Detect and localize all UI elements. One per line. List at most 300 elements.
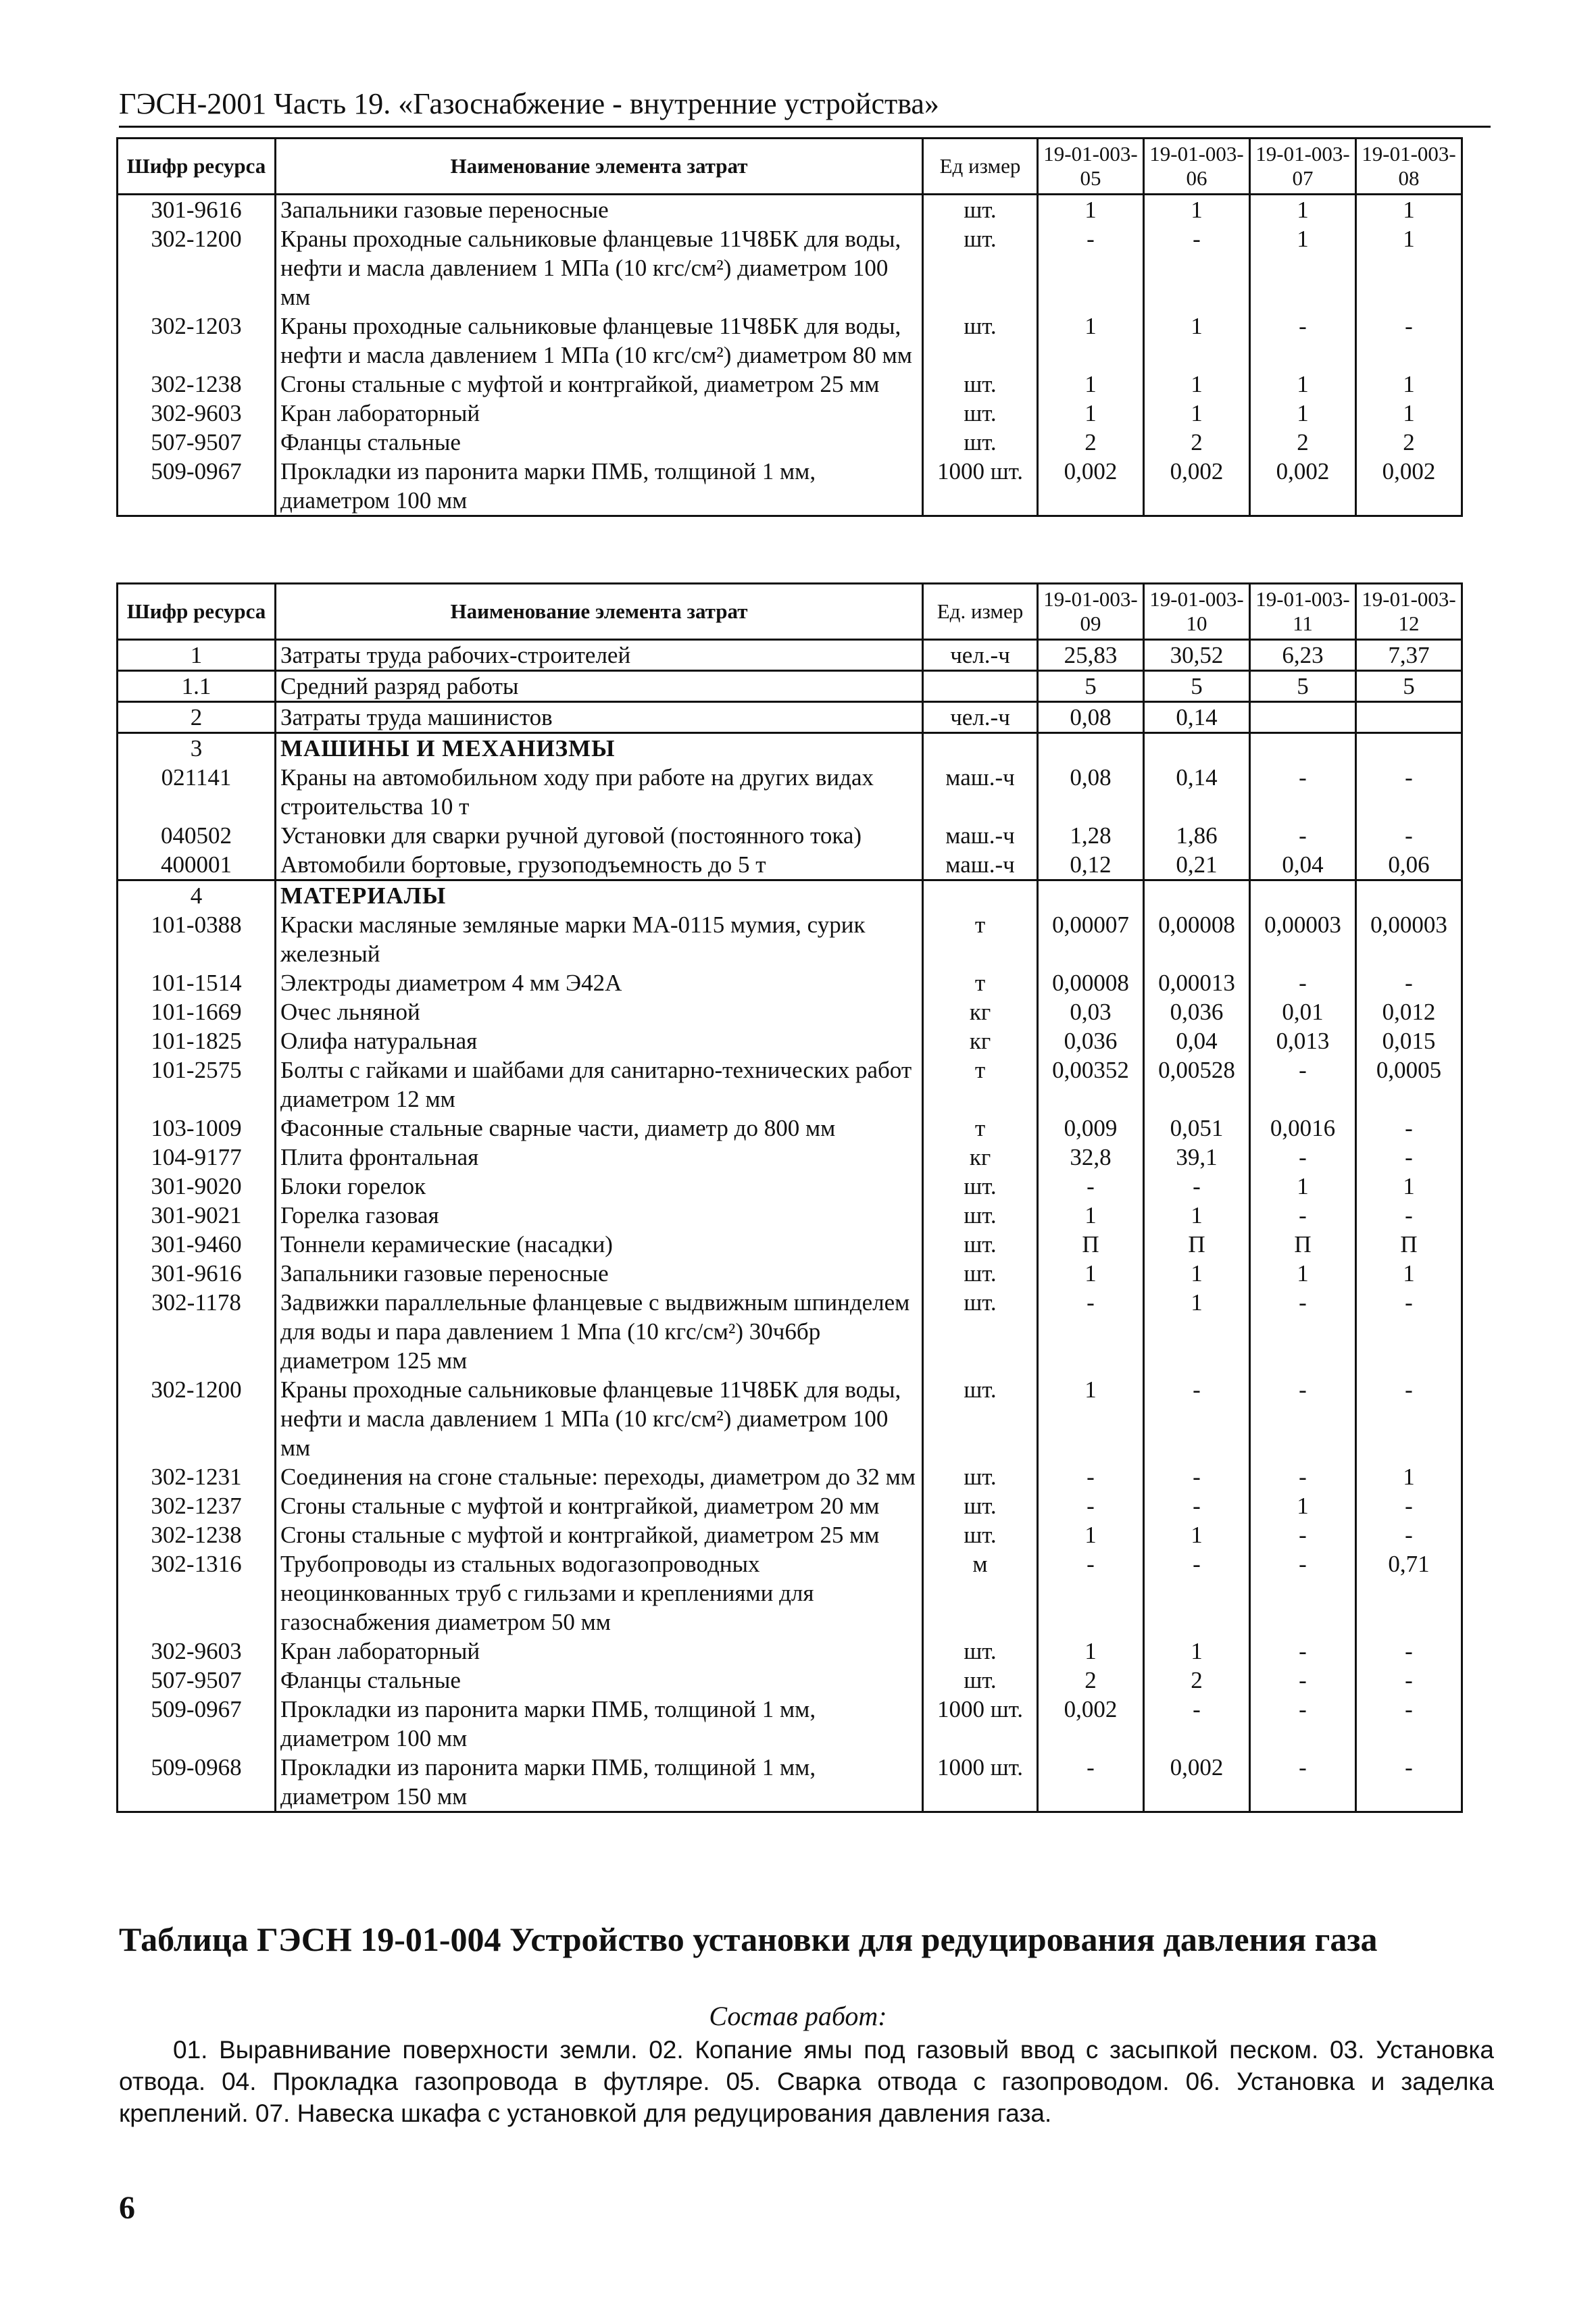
cell-norm-1-value: 0,12 [1038, 850, 1144, 880]
cell-resource-code: 507-9507 [118, 428, 276, 457]
cell-unit: кг [923, 997, 1038, 1026]
cell-cost-element-name: Фланцы стальные [276, 428, 923, 457]
header-norm-3: 19-01-003-11 [1250, 584, 1356, 640]
cell-resource-code: 301-9020 [118, 1172, 276, 1201]
cell-cost-element-name: Кран лабораторный [276, 399, 923, 428]
cell-norm-2-value: 1 [1144, 1201, 1250, 1230]
cell-norm-1-value: 0,03 [1038, 997, 1144, 1026]
cell-unit: шт. [923, 1259, 1038, 1288]
cell-resource-code: 302-1203 [118, 312, 276, 370]
cell-unit: маш.-ч [923, 763, 1038, 821]
cell-cost-element-name: Болты с гайками и шайбами для санитарно-технических работ диаметром 12 мм [276, 1055, 923, 1114]
works-composition-title: Состав работ: [709, 2001, 887, 2031]
works-composition-text: 01. Выравнивание поверхности земли. 02. Копание ямы под газовый ввод с засыпкой песком. 03. Установка отвода. 04. Прокладка газопровода в футляре. 05. Сварка отвода с газопроводом. 06. Установка и заделка креплений. 07. Навеска шкафа с установкой для редуцирования давления газа. [119, 2036, 1494, 2127]
cell-norm-4-value: - [1356, 1114, 1462, 1143]
cell-norm-2-value: 1 [1144, 1259, 1250, 1288]
cell-norm-1-value: 1 [1038, 1375, 1144, 1462]
cell-norm-2-value: - [1144, 1491, 1250, 1520]
table-row [118, 1666, 1462, 1695]
table-row [118, 910, 1462, 968]
cell-resource-code: 302-1238 [118, 370, 276, 399]
table-row [118, 1230, 1462, 1259]
cell-norm-4-value: 1 [1356, 224, 1462, 312]
cell-cost-element-name: Трубопроводы из стальных водогазопроводных неоцинкованных труб с гильзами и креплениями для газоснабжения диаметром 50 мм [276, 1549, 923, 1637]
cell-norm-2-value: 0,04 [1144, 1026, 1250, 1055]
table-row [118, 1637, 1462, 1666]
cell-unit: м [923, 1549, 1038, 1637]
table-row [118, 850, 1462, 880]
cell-norm-4-value: - [1356, 1666, 1462, 1695]
cell-norm-3-value: - [1250, 1637, 1356, 1666]
cell-norm-1-value: 0,002 [1038, 1695, 1144, 1753]
cell-cost-element-name: Сгоны стальные с муфтой и контргайкой, диаметром 25 мм [276, 1520, 923, 1549]
cell-norm-2-value: 1 [1144, 1288, 1250, 1375]
cell-cost-element-name: Краны на автомобильном ходу при работе на других видах строительства 10 т [276, 763, 923, 821]
cell-norm-2-value: - [1144, 1549, 1250, 1637]
table-row [118, 997, 1462, 1026]
header-resource-code: Шифр ресурса [118, 139, 276, 195]
page-header: ГЭСН-2001 Часть 19. «Газоснабжение - внутренние устройства» [119, 86, 1491, 128]
cell-resource-code: 4 [118, 880, 276, 911]
cell-norm-2-value: - [1144, 224, 1250, 312]
cell-norm-1-value: - [1038, 1753, 1144, 1812]
cell-unit: шт. [923, 312, 1038, 370]
cell-norm-4-value: 0,71 [1356, 1549, 1462, 1637]
cell-cost-element-name: Кран лабораторный [276, 1637, 923, 1666]
table-row [118, 1375, 1462, 1462]
table-row [118, 195, 1462, 225]
cell-norm-4-value: 2 [1356, 428, 1462, 457]
cell-norm-2-value: П [1144, 1230, 1250, 1259]
cell-norm-4-value: 1 [1356, 1172, 1462, 1201]
cell-resource-code: 301-9021 [118, 1201, 276, 1230]
cell-resource-code: 103-1009 [118, 1114, 276, 1143]
cell-norm-2-value: 1 [1144, 1637, 1250, 1666]
cell-resource-code: 301-9616 [118, 195, 276, 225]
cell-norm-4-value: - [1356, 1695, 1462, 1753]
resource-table-2 [116, 582, 1463, 1813]
cell-norm-4-value: - [1356, 1143, 1462, 1172]
cell-norm-2-value: 0,00013 [1144, 968, 1250, 997]
table-row [118, 1549, 1462, 1637]
cell-unit: шт. [923, 1491, 1038, 1520]
table-row [118, 763, 1462, 821]
cell-resource-code: 507-9507 [118, 1666, 276, 1695]
cell-norm-1-value: 1 [1038, 1259, 1144, 1288]
cell-unit: шт. [923, 1201, 1038, 1230]
cell-norm-3-value [1250, 702, 1356, 733]
cell-cost-element-name: Прокладки из паронита марки ПМБ, толщиной 1 мм, диаметром 150 мм [276, 1753, 923, 1812]
cell-resource-code: 101-2575 [118, 1055, 276, 1114]
cell-resource-code: 509-0967 [118, 1695, 276, 1753]
cell-cost-element-name: Сгоны стальные с муфтой и контргайкой, диаметром 25 мм [276, 370, 923, 399]
cell-resource-code: 509-0967 [118, 457, 276, 516]
table-row [118, 1520, 1462, 1549]
cell-resource-code: 101-0388 [118, 910, 276, 968]
table-row [118, 671, 1462, 702]
table-row [118, 224, 1462, 312]
cell-norm-3-value: - [1250, 763, 1356, 821]
cell-cost-element-name: Запальники газовые переносные [276, 1259, 923, 1288]
cell-norm-1-value: - [1038, 224, 1144, 312]
cell-norm-1-value: - [1038, 1288, 1144, 1375]
header-norm-3: 19-01-003-07 [1250, 139, 1356, 195]
cell-norm-3-value [1250, 880, 1356, 911]
cell-cost-element-name: Краны проходные сальниковые фланцевые 11Ч8БК для воды, нефти и масла давлением 1 МПа (10 кгс/см²) диаметром 100 мм [276, 224, 923, 312]
cell-norm-2-value: 2 [1144, 428, 1250, 457]
table-row [118, 1026, 1462, 1055]
table-row [118, 1172, 1462, 1201]
header-norm-1: 19-01-003-09 [1038, 584, 1144, 640]
cell-norm-3-value: - [1250, 1520, 1356, 1549]
cell-cost-element-name: Затраты труда рабочих-строителей [276, 640, 923, 671]
cell-norm-1-value: 0,036 [1038, 1026, 1144, 1055]
cell-norm-4-value: - [1356, 1520, 1462, 1549]
cell-norm-4-value [1356, 733, 1462, 764]
cell-norm-3-value: 1 [1250, 1491, 1356, 1520]
cell-cost-element-name: Электроды диаметром 4 мм Э42А [276, 968, 923, 997]
cell-norm-3-value: 1 [1250, 1259, 1356, 1288]
cell-norm-3-value: 0,04 [1250, 850, 1356, 880]
table-row [118, 1114, 1462, 1143]
cell-norm-1-value: - [1038, 1462, 1144, 1491]
table-row [118, 733, 1462, 764]
cell-unit: 1000 шт. [923, 1695, 1038, 1753]
cell-norm-1-value: 1 [1038, 370, 1144, 399]
cell-cost-element-name: Краски масляные земляные марки МА-0115 мумия, сурик железный [276, 910, 923, 968]
cell-resource-code: 104-9177 [118, 1143, 276, 1172]
cell-norm-1-value: 2 [1038, 1666, 1144, 1695]
cell-norm-4-value: 5 [1356, 671, 1462, 702]
cell-norm-3-value: - [1250, 1288, 1356, 1375]
cell-norm-2-value: 0,00528 [1144, 1055, 1250, 1114]
cell-norm-1-value: 0,08 [1038, 763, 1144, 821]
table-row [118, 428, 1462, 457]
cell-norm-4-value [1356, 880, 1462, 911]
cell-resource-code: 301-9616 [118, 1259, 276, 1288]
cell-norm-1-value: 1 [1038, 1637, 1144, 1666]
cell-cost-element-name: Фасонные стальные сварные части, диаметр до 800 мм [276, 1114, 923, 1143]
cell-norm-3-value: 6,23 [1250, 640, 1356, 671]
cell-norm-3-value: - [1250, 1695, 1356, 1753]
cell-norm-4-value: - [1356, 312, 1462, 370]
cell-norm-2-value: - [1144, 1695, 1250, 1753]
cell-norm-1-value: 1 [1038, 399, 1144, 428]
cell-cost-element-name: Соединения на сгоне стальные: переходы, диаметром до 32 мм [276, 1462, 923, 1491]
cell-norm-4-value [1356, 702, 1462, 733]
cell-norm-3-value: - [1250, 312, 1356, 370]
cell-norm-1-value: 0,002 [1038, 457, 1144, 516]
cell-norm-3-value: 0,002 [1250, 457, 1356, 516]
cell-norm-3-value: - [1250, 1375, 1356, 1462]
cell-norm-2-value: 1 [1144, 1520, 1250, 1549]
cell-norm-2-value: 0,002 [1144, 1753, 1250, 1812]
cell-unit: т [923, 1114, 1038, 1143]
cell-norm-1-value [1038, 880, 1144, 911]
cell-norm-2-value [1144, 733, 1250, 764]
cell-cost-element-name: МАШИНЫ И МЕХАНИЗМЫ [276, 733, 923, 764]
table-row [118, 702, 1462, 733]
cell-resource-code: 302-9603 [118, 1637, 276, 1666]
cell-norm-2-value: 2 [1144, 1666, 1250, 1695]
cell-norm-4-value: 1 [1356, 370, 1462, 399]
header-cost-element-name: Наименование элемента затрат [276, 139, 923, 195]
cell-unit: шт. [923, 1637, 1038, 1666]
cell-unit: шт. [923, 1520, 1038, 1549]
cell-norm-3-value: 0,0016 [1250, 1114, 1356, 1143]
cell-resource-code: 509-0968 [118, 1753, 276, 1812]
cell-norm-4-value: - [1356, 763, 1462, 821]
cell-norm-4-value: 1 [1356, 399, 1462, 428]
cell-cost-element-name: Автомобили бортовые, грузоподъемность до 5 т [276, 850, 923, 880]
header-norm-4: 19-01-003-08 [1356, 139, 1462, 195]
header-cost-element-name: Наименование элемента затрат [276, 584, 923, 640]
cell-cost-element-name: Блоки горелок [276, 1172, 923, 1201]
header-norm-4: 19-01-003-12 [1356, 584, 1462, 640]
cell-unit [923, 671, 1038, 702]
cell-norm-4-value: - [1356, 821, 1462, 850]
cell-unit: шт. [923, 399, 1038, 428]
cell-cost-element-name: Фланцы стальные [276, 1666, 923, 1695]
table-row [118, 1055, 1462, 1114]
cell-norm-3-value: - [1250, 1753, 1356, 1812]
cell-norm-4-value: 1 [1356, 195, 1462, 225]
cell-norm-3-value: - [1250, 821, 1356, 850]
cell-resource-code: 3 [118, 733, 276, 764]
cell-resource-code: 1.1 [118, 671, 276, 702]
cell-norm-1-value: 1,28 [1038, 821, 1144, 850]
cell-norm-1-value: 0,00008 [1038, 968, 1144, 997]
cell-norm-3-value: П [1250, 1230, 1356, 1259]
cell-norm-2-value: 1 [1144, 312, 1250, 370]
cell-unit: шт. [923, 195, 1038, 225]
cell-norm-2-value: 0,002 [1144, 457, 1250, 516]
cell-unit: т [923, 1055, 1038, 1114]
cell-norm-4-value: П [1356, 1230, 1462, 1259]
header-resource-code: Шифр ресурса [118, 584, 276, 640]
table-row [118, 1462, 1462, 1491]
header-unit: Ед. измер [923, 584, 1038, 640]
cell-norm-2-value: 0,036 [1144, 997, 1250, 1026]
cell-unit: маш.-ч [923, 821, 1038, 850]
cell-norm-2-value: 1 [1144, 370, 1250, 399]
cell-norm-2-value: 0,00008 [1144, 910, 1250, 968]
cell-unit: шт. [923, 370, 1038, 399]
cell-cost-element-name: Запальники газовые переносные [276, 195, 923, 225]
table-row [118, 1288, 1462, 1375]
table-row [118, 1259, 1462, 1288]
cell-cost-element-name: Плита фронтальная [276, 1143, 923, 1172]
cell-cost-element-name: Задвижки параллельные фланцевые с выдвижным шпинделем для воды и пара давлением 1 Мпа (10 кгс/см²) 30ч6бр диаметром 125 мм [276, 1288, 923, 1375]
cell-unit: чел.-ч [923, 640, 1038, 671]
cell-unit: кг [923, 1143, 1038, 1172]
cell-norm-4-value: 0,012 [1356, 997, 1462, 1026]
cell-norm-3-value: - [1250, 1055, 1356, 1114]
cell-cost-element-name: Прокладки из паронита марки ПМБ, толщиной 1 мм, диаметром 100 мм [276, 457, 923, 516]
header-unit: Ед измер [923, 139, 1038, 195]
header-norm-2: 19-01-003-10 [1144, 584, 1250, 640]
table-row [118, 1753, 1462, 1812]
cell-norm-4-value: - [1356, 968, 1462, 997]
cell-norm-2-value: 1 [1144, 399, 1250, 428]
cell-norm-2-value: 0,21 [1144, 850, 1250, 880]
cell-unit: маш.-ч [923, 850, 1038, 880]
cell-resource-code: 302-1238 [118, 1520, 276, 1549]
cell-norm-2-value: - [1144, 1375, 1250, 1462]
cell-unit: шт. [923, 1666, 1038, 1695]
cell-unit [923, 880, 1038, 911]
cell-resource-code: 302-9603 [118, 399, 276, 428]
cell-norm-2-value: - [1144, 1462, 1250, 1491]
page-number: 6 [119, 2190, 135, 2226]
cell-norm-1-value: П [1038, 1230, 1144, 1259]
cell-norm-3-value: 2 [1250, 428, 1356, 457]
cell-unit: шт. [923, 1288, 1038, 1375]
cell-norm-1-value: - [1038, 1172, 1144, 1201]
cell-norm-4-value: - [1356, 1201, 1462, 1230]
cell-norm-4-value: - [1356, 1637, 1462, 1666]
cell-resource-code: 400001 [118, 850, 276, 880]
cell-norm-3-value: - [1250, 1549, 1356, 1637]
table-row [118, 1491, 1462, 1520]
cell-cost-element-name: Сгоны стальные с муфтой и контргайкой, диаметром 20 мм [276, 1491, 923, 1520]
cell-unit: кг [923, 1026, 1038, 1055]
cell-unit [923, 733, 1038, 764]
cell-norm-1-value: 0,009 [1038, 1114, 1144, 1143]
section-title: Таблица ГЭСН 19-01-004 Устройство установки для редуцирования давления газа [119, 1920, 1378, 1958]
cell-norm-1-value: 5 [1038, 671, 1144, 702]
cell-norm-3-value: - [1250, 1462, 1356, 1491]
cell-unit: шт. [923, 1230, 1038, 1259]
table-row [118, 880, 1462, 911]
cell-unit: шт. [923, 224, 1038, 312]
cell-norm-1-value: 1 [1038, 312, 1144, 370]
cell-norm-1-value: 0,00352 [1038, 1055, 1144, 1114]
cell-resource-code: 101-1825 [118, 1026, 276, 1055]
cell-norm-4-value: - [1356, 1375, 1462, 1462]
cell-norm-3-value: 0,00003 [1250, 910, 1356, 968]
cell-cost-element-name: Олифа натуральная [276, 1026, 923, 1055]
cell-norm-3-value: 0,01 [1250, 997, 1356, 1026]
header-norm-2: 19-01-003-06 [1144, 139, 1250, 195]
cell-norm-2-value [1144, 880, 1250, 911]
cell-cost-element-name: Тоннели керамические (насадки) [276, 1230, 923, 1259]
cell-norm-4-value: - [1356, 1288, 1462, 1375]
cell-norm-4-value: - [1356, 1753, 1462, 1812]
cell-norm-1-value: 25,83 [1038, 640, 1144, 671]
table-row [118, 457, 1462, 516]
table-row [118, 1143, 1462, 1172]
cell-unit: чел.-ч [923, 702, 1038, 733]
cell-resource-code: 302-1316 [118, 1549, 276, 1637]
cell-resource-code: 101-1514 [118, 968, 276, 997]
cell-norm-2-value: - [1144, 1172, 1250, 1201]
cell-resource-code: 302-1200 [118, 1375, 276, 1462]
cell-resource-code: 040502 [118, 821, 276, 850]
cell-unit: 1000 шт. [923, 1753, 1038, 1812]
cell-resource-code: 101-1669 [118, 997, 276, 1026]
cell-cost-element-name: Очес льняной [276, 997, 923, 1026]
cell-norm-4-value: 7,37 [1356, 640, 1462, 671]
cell-norm-2-value: 30,52 [1144, 640, 1250, 671]
cell-norm-2-value: 5 [1144, 671, 1250, 702]
cell-norm-1-value: 0,00007 [1038, 910, 1144, 968]
cell-norm-3-value: - [1250, 1666, 1356, 1695]
cell-norm-1-value: 0,08 [1038, 702, 1144, 733]
cell-norm-1-value: 1 [1038, 1520, 1144, 1549]
cell-norm-3-value: 0,013 [1250, 1026, 1356, 1055]
cell-norm-3-value: 1 [1250, 1172, 1356, 1201]
cell-resource-code: 302-1231 [118, 1462, 276, 1491]
header-norm-1: 19-01-003-05 [1038, 139, 1144, 195]
table-2-body [118, 640, 1462, 1812]
cell-unit: шт. [923, 1172, 1038, 1201]
cell-resource-code: 021141 [118, 763, 276, 821]
cell-norm-1-value: - [1038, 1491, 1144, 1520]
cell-resource-code: 1 [118, 640, 276, 671]
cell-cost-element-name: Краны проходные сальниковые фланцевые 11Ч8БК для воды, нефти и масла давлением 1 МПа (10 кгс/см²) диаметром 100 мм [276, 1375, 923, 1462]
cell-norm-3-value: - [1250, 1143, 1356, 1172]
cell-norm-4-value: - [1356, 1491, 1462, 1520]
cell-norm-2-value: 1 [1144, 195, 1250, 225]
cell-norm-3-value: 1 [1250, 370, 1356, 399]
cell-cost-element-name: Установки для сварки ручной дуговой (постоянного тока) [276, 821, 923, 850]
cell-norm-4-value: 0,0005 [1356, 1055, 1462, 1114]
cell-resource-code: 302-1237 [118, 1491, 276, 1520]
cell-resource-code: 302-1178 [118, 1288, 276, 1375]
cell-unit: 1000 шт. [923, 457, 1038, 516]
cell-resource-code: 301-9460 [118, 1230, 276, 1259]
cell-norm-4-value: 0,015 [1356, 1026, 1462, 1055]
cell-norm-1-value: 2 [1038, 428, 1144, 457]
cell-norm-3-value: 1 [1250, 224, 1356, 312]
cell-norm-4-value: 1 [1356, 1462, 1462, 1491]
cell-norm-4-value: 0,06 [1356, 850, 1462, 880]
cell-norm-3-value: 1 [1250, 195, 1356, 225]
cell-norm-3-value [1250, 733, 1356, 764]
cell-cost-element-name: Горелка газовая [276, 1201, 923, 1230]
cell-unit: т [923, 910, 1038, 968]
cell-norm-2-value: 0,14 [1144, 763, 1250, 821]
resource-table-1 [116, 137, 1463, 517]
cell-unit: шт. [923, 428, 1038, 457]
cell-norm-3-value: 1 [1250, 399, 1356, 428]
table-row [118, 968, 1462, 997]
cell-norm-4-value: 0,00003 [1356, 910, 1462, 968]
cell-norm-3-value: 5 [1250, 671, 1356, 702]
cell-norm-1-value: 1 [1038, 195, 1144, 225]
table-header-row [118, 139, 1462, 195]
cell-cost-element-name: Затраты труда машинистов [276, 702, 923, 733]
table-1-body [118, 195, 1462, 516]
cell-norm-3-value: - [1250, 968, 1356, 997]
cell-norm-2-value: 0,14 [1144, 702, 1250, 733]
cell-norm-1-value: 32,8 [1038, 1143, 1144, 1172]
cell-norm-1-value: 1 [1038, 1201, 1144, 1230]
cell-resource-code: 2 [118, 702, 276, 733]
table-row [118, 821, 1462, 850]
cell-norm-1-value [1038, 733, 1144, 764]
cell-norm-2-value: 0,051 [1144, 1114, 1250, 1143]
cell-cost-element-name: Средний разряд работы [276, 671, 923, 702]
cell-resource-code: 302-1200 [118, 224, 276, 312]
cell-norm-2-value: 39,1 [1144, 1143, 1250, 1172]
cell-norm-3-value: - [1250, 1201, 1356, 1230]
table-row [118, 640, 1462, 671]
cell-cost-element-name: МАТЕРИАЛЫ [276, 880, 923, 911]
cell-cost-element-name: Прокладки из паронита марки ПМБ, толщиной 1 мм, диаметром 100 мм [276, 1695, 923, 1753]
table-row [118, 399, 1462, 428]
